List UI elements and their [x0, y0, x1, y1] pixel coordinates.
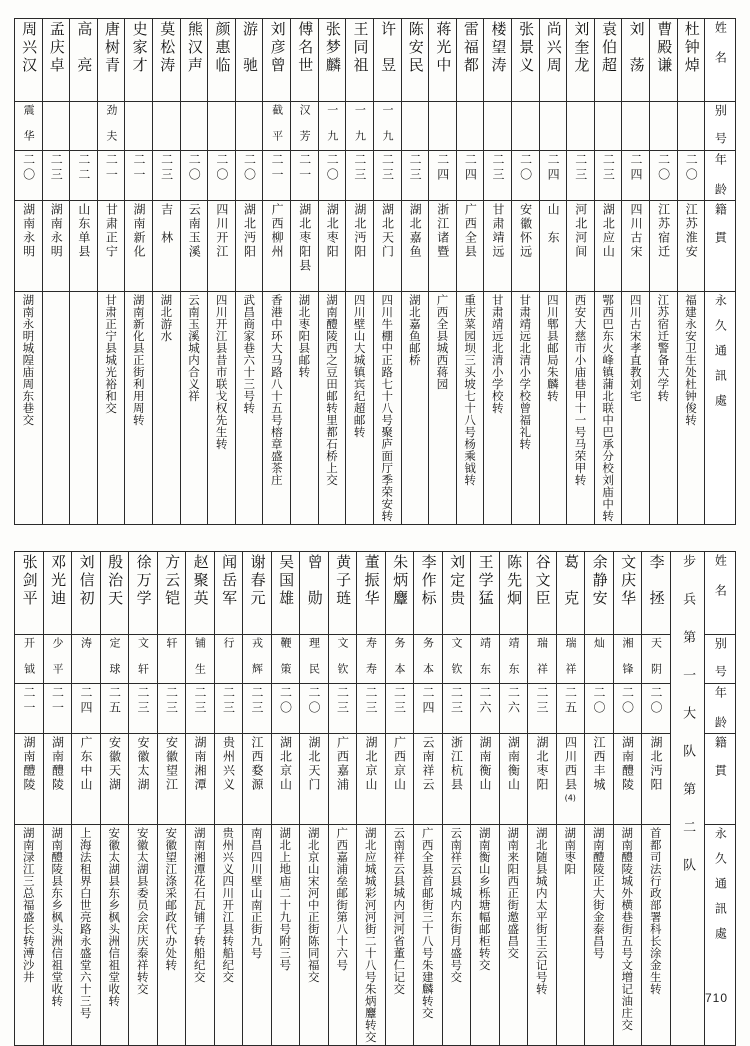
row-header-name: 姓 名 [705, 552, 736, 635]
cell-name: 陈先炯 [499, 552, 528, 635]
cell-address: 武昌商家巷六十三号转 [235, 292, 263, 525]
table-row-age [15, 684, 736, 734]
cell-alias [401, 102, 429, 151]
cell-origin: 广西全县 [456, 201, 484, 292]
cell-name: 尚兴周 [539, 19, 567, 102]
cell-origin: 安徽太湖 [129, 734, 158, 825]
cell-address: 南昌四川壁山南正街九号 [243, 825, 272, 1046]
cell-address: 湖南渌江三总福盛长转溥沙井 [15, 825, 44, 1046]
cell-age: 二三 [357, 684, 386, 734]
cell-address: 甘肃正宁县城光裕和交 [97, 292, 125, 525]
cell-alias: 涛 [72, 635, 101, 684]
cell-address: 广西嘉浦垒邮街第八十六号 [328, 825, 357, 1046]
cell-age: 二四 [72, 684, 101, 734]
cell-alias [622, 102, 650, 151]
cell-alias: 开 钺 [15, 635, 44, 684]
cell-origin: 江西婺源 [243, 734, 272, 825]
cell-age: 二一 [263, 151, 291, 201]
roster-table-block-2 [14, 551, 736, 1046]
cell-alias: 少 平 [43, 635, 72, 684]
cell-address: 湖北嘉鱼邮桥 [401, 292, 429, 525]
cell-name: 唐树青 [97, 19, 125, 102]
cell-address: 安徽太湖县东乡枫头洲信祖堂收转 [100, 825, 129, 1046]
cell-origin: 湖南醴陵 [43, 734, 72, 825]
cell-origin: 湖北天门 [300, 734, 329, 825]
cell-address: 湖南衡山乡栎塘幅邮柜转交 [471, 825, 500, 1046]
cell-origin: 湖北天门 [373, 201, 401, 292]
cell-address: 湖南醴陵西之豆田邮转里都石桥上交 [318, 292, 346, 525]
cell-alias [42, 102, 70, 151]
cell-origin: 湖南新化 [125, 201, 153, 292]
cell-name: 闻岳军 [214, 552, 243, 635]
cell-name: 赵聚英 [186, 552, 215, 635]
cell-age: 二〇 [642, 684, 671, 734]
cell-name: 高 亮 [70, 19, 98, 102]
row-header-age: 年 龄 [705, 684, 736, 734]
cell-address: 湖南枣阳 [556, 825, 585, 1046]
cell-name: 刘奎龙 [567, 19, 595, 102]
cell-origin: 云南祥云 [414, 734, 443, 825]
cell-origin: 湖南醴陵 [15, 734, 44, 825]
cell-address: 湖北应城城彩河河街二十八号朱炳麞转交 [357, 825, 386, 1046]
unit-label: 步 兵 第 一 大 队 第 二 队 [670, 552, 705, 1046]
cell-age: 二三 [42, 151, 70, 201]
cell-name: 曾 勋 [300, 552, 329, 635]
cell-name: 张景义 [511, 19, 539, 102]
table-row-address [15, 825, 736, 1046]
cell-age: 二〇 [511, 151, 539, 201]
cell-address: 云南祥云县城内河河省董仁记交 [385, 825, 414, 1046]
cell-address: 云南玉溪城内合义祥 [180, 292, 208, 525]
cell-age: 二三 [328, 684, 357, 734]
cell-origin: 湖北枣阳县 [291, 201, 319, 292]
row-header-name: 姓 名 [705, 19, 736, 102]
cell-alias [511, 102, 539, 151]
cell-name: 刘定贵 [442, 552, 471, 635]
cell-age: 二一 [97, 151, 125, 201]
cell-alias [456, 102, 484, 151]
cell-alias: 文 钦 [328, 635, 357, 684]
cell-alias [650, 102, 678, 151]
cell-age: 二四 [429, 151, 457, 201]
cell-name: 吴国雄 [271, 552, 300, 635]
cell-alias: 靖 东 [499, 635, 528, 684]
row-header-age: 年 龄 [705, 151, 736, 201]
table-row-origin [15, 201, 736, 292]
cell-origin: 浙江诸暨 [429, 201, 457, 292]
cell-address: 湖南醴陵县东乡枫头洲信祖堂收转 [43, 825, 72, 1046]
cell-age: 二〇 [271, 684, 300, 734]
cell-age: 二一 [125, 151, 153, 201]
cell-address [42, 292, 70, 525]
cell-name: 李作标 [414, 552, 443, 635]
cell-name: 葛 克 [556, 552, 585, 635]
cell-name: 史家才 [125, 19, 153, 102]
cell-address: 上海法租界白世亮路永盛堂六十三号 [72, 825, 101, 1046]
cell-age: 二二 [70, 151, 98, 201]
row-header-alias: 别 号 [705, 102, 736, 151]
cell-alias: 一 九 [318, 102, 346, 151]
cell-address: 广西全县城西蒋园 [429, 292, 457, 525]
cell-age: 二六 [471, 684, 500, 734]
cell-address: 湖南永明城隍庙周东巷交 [15, 292, 43, 525]
cell-origin: 广东中山 [72, 734, 101, 825]
cell-alias: 理 民 [300, 635, 329, 684]
cell-name: 傅名世 [291, 19, 319, 102]
row-header-origin: 籍 貫 [705, 734, 736, 825]
cell-address: 湖北京山宋河中正街陈同福交 [300, 825, 329, 1046]
cell-origin: 甘肃靖远 [484, 201, 512, 292]
cell-origin: 河北河间 [567, 201, 595, 292]
cell-origin: 湖北沔阳 [235, 201, 263, 292]
cell-age: 二三 [401, 151, 429, 201]
cell-alias: 瑞 祥 [528, 635, 557, 684]
cell-alias: 文 轩 [129, 635, 158, 684]
cell-age: 二〇 [585, 684, 614, 734]
cell-alias: 一 九 [346, 102, 374, 151]
cell-age: 二三 [442, 684, 471, 734]
cell-alias: 劲 夫 [97, 102, 125, 151]
cell-origin: 江苏淮安 [677, 201, 705, 292]
cell-age: 二三 [528, 684, 557, 734]
row-header-origin: 籍 貫 [705, 201, 736, 292]
cell-name: 蒋光中 [429, 19, 457, 102]
cell-origin: 安徽望江 [157, 734, 186, 825]
cell-age: 二三 [484, 151, 512, 201]
cell-alias: 定 球 [100, 635, 129, 684]
cell-name: 徐万学 [129, 552, 158, 635]
cell-alias [235, 102, 263, 151]
cell-address: 湖北游水 [153, 292, 181, 525]
cell-origin: 江苏宿迁 [650, 201, 678, 292]
cell-name: 陈安民 [401, 19, 429, 102]
cell-address: 西安大慈市小庙巷甲十一号马荣甲转 [567, 292, 595, 525]
cell-age: 二三 [567, 151, 595, 201]
cell-alias [180, 102, 208, 151]
cell-name: 颜惠临 [208, 19, 236, 102]
cell-age: 二三 [346, 151, 374, 201]
cell-origin: 湖北沔阳 [346, 201, 374, 292]
cell-origin: 广西京山 [385, 734, 414, 825]
cell-age: 二〇 [208, 151, 236, 201]
cell-origin: 山 东 [539, 201, 567, 292]
cell-alias: 汉 芳 [291, 102, 319, 151]
cell-origin: 广西嘉浦 [328, 734, 357, 825]
cell-address: 江苏宿迁警备大学转 [650, 292, 678, 525]
cell-name: 王学猛 [471, 552, 500, 635]
cell-origin: 湖南永明 [15, 201, 43, 292]
cell-alias: 文 钦 [442, 635, 471, 684]
cell-origin: 山东单县 [70, 201, 98, 292]
origin-footnote-mark: (4) [564, 793, 576, 803]
cell-name: 张剑平 [15, 552, 44, 635]
cell-alias: 靖 东 [471, 635, 500, 684]
cell-alias: 寿 寿 [357, 635, 386, 684]
cell-name: 袁伯超 [594, 19, 622, 102]
cell-address: 湖南来阳西正街邀盛昌交 [499, 825, 528, 1046]
cell-address: 重庆菜园坝三头坡七十八号杨乘钺转 [456, 292, 484, 525]
cell-age: 二一 [43, 684, 72, 734]
cell-origin: 浙江杭县 [442, 734, 471, 825]
cell-alias [125, 102, 153, 151]
cell-origin: 湖南醴陵 [613, 734, 642, 825]
cell-name: 黄子琏 [328, 552, 357, 635]
cell-address: 福建永安卫生处杜钟俊转 [677, 292, 705, 525]
cell-address: 湖北随县城内太平街王云记号转 [528, 825, 557, 1046]
cell-age: 二〇 [235, 151, 263, 201]
cell-origin: 湖南湘潭 [186, 734, 215, 825]
cell-alias: 行 [214, 635, 243, 684]
cell-age: 二五 [556, 684, 585, 734]
cell-address: 湖北上地庙二十九号附三号 [271, 825, 300, 1046]
cell-age: 二三 [129, 684, 158, 734]
cell-alias [677, 102, 705, 151]
cell-age: 二〇 [180, 151, 208, 201]
cell-origin: 四川古宋 [622, 201, 650, 292]
cell-address: 湖南醴陵城外横巷街五号文増记油庄交 [613, 825, 642, 1046]
cell-alias: 戎 辉 [243, 635, 272, 684]
cell-age: 二五 [100, 684, 129, 734]
cell-age: 二四 [622, 151, 650, 201]
cell-address: 四川牛棚中正路七十八号聚庐面厅季荣安转 [373, 292, 401, 525]
cell-age: 二一 [291, 151, 319, 201]
cell-name: 李 拯 [642, 552, 671, 635]
cell-age: 二〇 [613, 684, 642, 734]
cell-alias: 灿 [585, 635, 614, 684]
cell-address: 四川壁山大城镇宾纪超邮转 [346, 292, 374, 525]
cell-origin: 广西柳州 [263, 201, 291, 292]
cell-age: 二〇 [300, 684, 329, 734]
cell-origin: 云南玉溪 [180, 201, 208, 292]
cell-address: 甘肃靖远北清小学校曾福礼转 [511, 292, 539, 525]
cell-alias: 湘 锋 [613, 635, 642, 684]
cell-address: 香港中环大马路八十五号榕章盛茶庄 [263, 292, 291, 525]
cell-origin: 四川开江 [208, 201, 236, 292]
roster-table-block-1 [14, 18, 736, 525]
cell-age: 二四 [456, 151, 484, 201]
row-header-address: 永 久 通 訊 處 [705, 292, 736, 525]
cell-address: 四川郫县邮局朱麟转 [539, 292, 567, 525]
cell-age: 二〇 [677, 151, 705, 201]
cell-name: 董振华 [357, 552, 386, 635]
cell-origin: 吉 林 [153, 201, 181, 292]
cell-age: 二〇 [650, 151, 678, 201]
cell-address: 湖南醴陵正大街金泰昌号 [585, 825, 614, 1046]
cell-name: 游 驰 [235, 19, 263, 102]
page-number: 710 [704, 991, 728, 1005]
cell-alias [484, 102, 512, 151]
cell-origin: 甘肃正宁 [97, 201, 125, 292]
cell-address: 湖南湘潭花石瓦铺子转船纪交 [186, 825, 215, 1046]
cell-origin: 湖北枣阳 [528, 734, 557, 825]
cell-age: 二三 [373, 151, 401, 201]
cell-address: 安徽望江涤采邮政代办处转 [157, 825, 186, 1046]
cell-name: 张梦麟 [318, 19, 346, 102]
cell-name: 刘彦曾 [263, 19, 291, 102]
cell-address: 广西全县首邮街三十八号朱建麟转交 [414, 825, 443, 1046]
cell-name: 周兴汉 [15, 19, 43, 102]
cell-alias: 一 九 [373, 102, 401, 151]
cell-origin: 江西丰城 [585, 734, 614, 825]
cell-name: 谢春元 [243, 552, 272, 635]
row-header-alias: 别 号 [705, 635, 736, 684]
cell-alias: 天 阴 [642, 635, 671, 684]
cell-name: 曹殿谦 [650, 19, 678, 102]
cell-name: 熊汉声 [180, 19, 208, 102]
cell-name: 文庆华 [613, 552, 642, 635]
cell-alias [153, 102, 181, 151]
cell-name: 楼望涛 [484, 19, 512, 102]
cell-address: 云南祥云县城内东街月盛号交 [442, 825, 471, 1046]
cell-name: 许 昱 [373, 19, 401, 102]
cell-alias: 铺 生 [186, 635, 215, 684]
table-row-alias [15, 102, 736, 151]
cell-age: 二四 [539, 151, 567, 201]
cell-name: 刘 荡 [622, 19, 650, 102]
cell-name: 王同祖 [346, 19, 374, 102]
cell-origin: 湖南衡山 [471, 734, 500, 825]
cell-alias [429, 102, 457, 151]
cell-origin: 湖北应山 [594, 201, 622, 292]
table-row-address [15, 292, 736, 525]
cell-address: 鄂西巴东火峰镇蒲北联中巴承分校刘庙中转 [594, 292, 622, 525]
cell-origin: 湖北枣阳 [318, 201, 346, 292]
cell-alias: 震 华 [15, 102, 43, 151]
cell-origin: 湖北京山 [357, 734, 386, 825]
table-row-origin [15, 734, 736, 825]
cell-alias: 瑞 祥 [556, 635, 585, 684]
cell-address: 四川古宋孝直教刘宅 [622, 292, 650, 525]
cell-alias [594, 102, 622, 151]
cell-alias: 务 本 [385, 635, 414, 684]
cell-age: 二三 [594, 151, 622, 201]
cell-age: 二〇 [15, 151, 43, 201]
cell-age: 二六 [499, 684, 528, 734]
cell-name: 朱炳麞 [385, 552, 414, 635]
cell-origin: 湖南衡山 [499, 734, 528, 825]
cell-name: 雷福都 [456, 19, 484, 102]
table-row-name [15, 552, 736, 635]
cell-origin: 湖北京山 [271, 734, 300, 825]
cell-age: 二四 [414, 684, 443, 734]
cell-name: 莫松涛 [153, 19, 181, 102]
cell-address: 贵州兴义四川开江县转船纪交 [214, 825, 243, 1046]
cell-name: 方云铠 [157, 552, 186, 635]
cell-name: 殷治天 [100, 552, 129, 635]
cell-alias [539, 102, 567, 151]
cell-address: 四川开江县昔市联戈权先生转 [208, 292, 236, 525]
cell-origin: 湖南永明 [42, 201, 70, 292]
table-row-alias [15, 635, 736, 684]
cell-name: 刘信初 [72, 552, 101, 635]
cell-alias: 鞭 策 [271, 635, 300, 684]
cell-age: 二三 [153, 151, 181, 201]
cell-origin: 四川西县 $^{(4)}$ [556, 734, 585, 825]
cell-age: 二一 [15, 684, 44, 734]
cell-name: 余静安 [585, 552, 614, 635]
cell-origin: 安徽怀远 [511, 201, 539, 292]
cell-origin: 湖北沔阳 [642, 734, 671, 825]
cell-alias [70, 102, 98, 151]
cell-age: 二三 [157, 684, 186, 734]
table-row-age [15, 151, 736, 201]
cell-alias: 务 本 [414, 635, 443, 684]
cell-alias: 截 平 [263, 102, 291, 151]
cell-origin: 贵州兴义 [214, 734, 243, 825]
cell-origin: 湖北嘉鱼 [401, 201, 429, 292]
cell-name: 杜钟焯 [677, 19, 705, 102]
cell-age: 二三 [385, 684, 414, 734]
cell-age: 二〇 [318, 151, 346, 201]
cell-alias [567, 102, 595, 151]
cell-alias [208, 102, 236, 151]
cell-age: 二三 [186, 684, 215, 734]
cell-address: 甘肃靖远北清小学校转 [484, 292, 512, 525]
cell-name: 孟庆卓 [42, 19, 70, 102]
cell-address: 湖南新化县正街利用周转 [125, 292, 153, 525]
cell-origin: 安徽天湖 [100, 734, 129, 825]
row-header-address: 永 久 通 訊 處 [705, 825, 736, 1046]
block-spacer [14, 525, 736, 551]
cell-name: 谷文臣 [528, 552, 557, 635]
cell-name: 邓光迪 [43, 552, 72, 635]
cell-age: 二三 [243, 684, 272, 734]
table-row-name [15, 19, 736, 102]
cell-address: 安徽太湖县委员会庆庆泰祥转交 [129, 825, 158, 1046]
cell-alias: 轩 [157, 635, 186, 684]
cell-address: 湖北枣阳县邮转 [291, 292, 319, 525]
cell-address: 首都司法行政部署科长涂金生转 [642, 825, 671, 1046]
cell-address [70, 292, 98, 525]
cell-age: 二三 [214, 684, 243, 734]
